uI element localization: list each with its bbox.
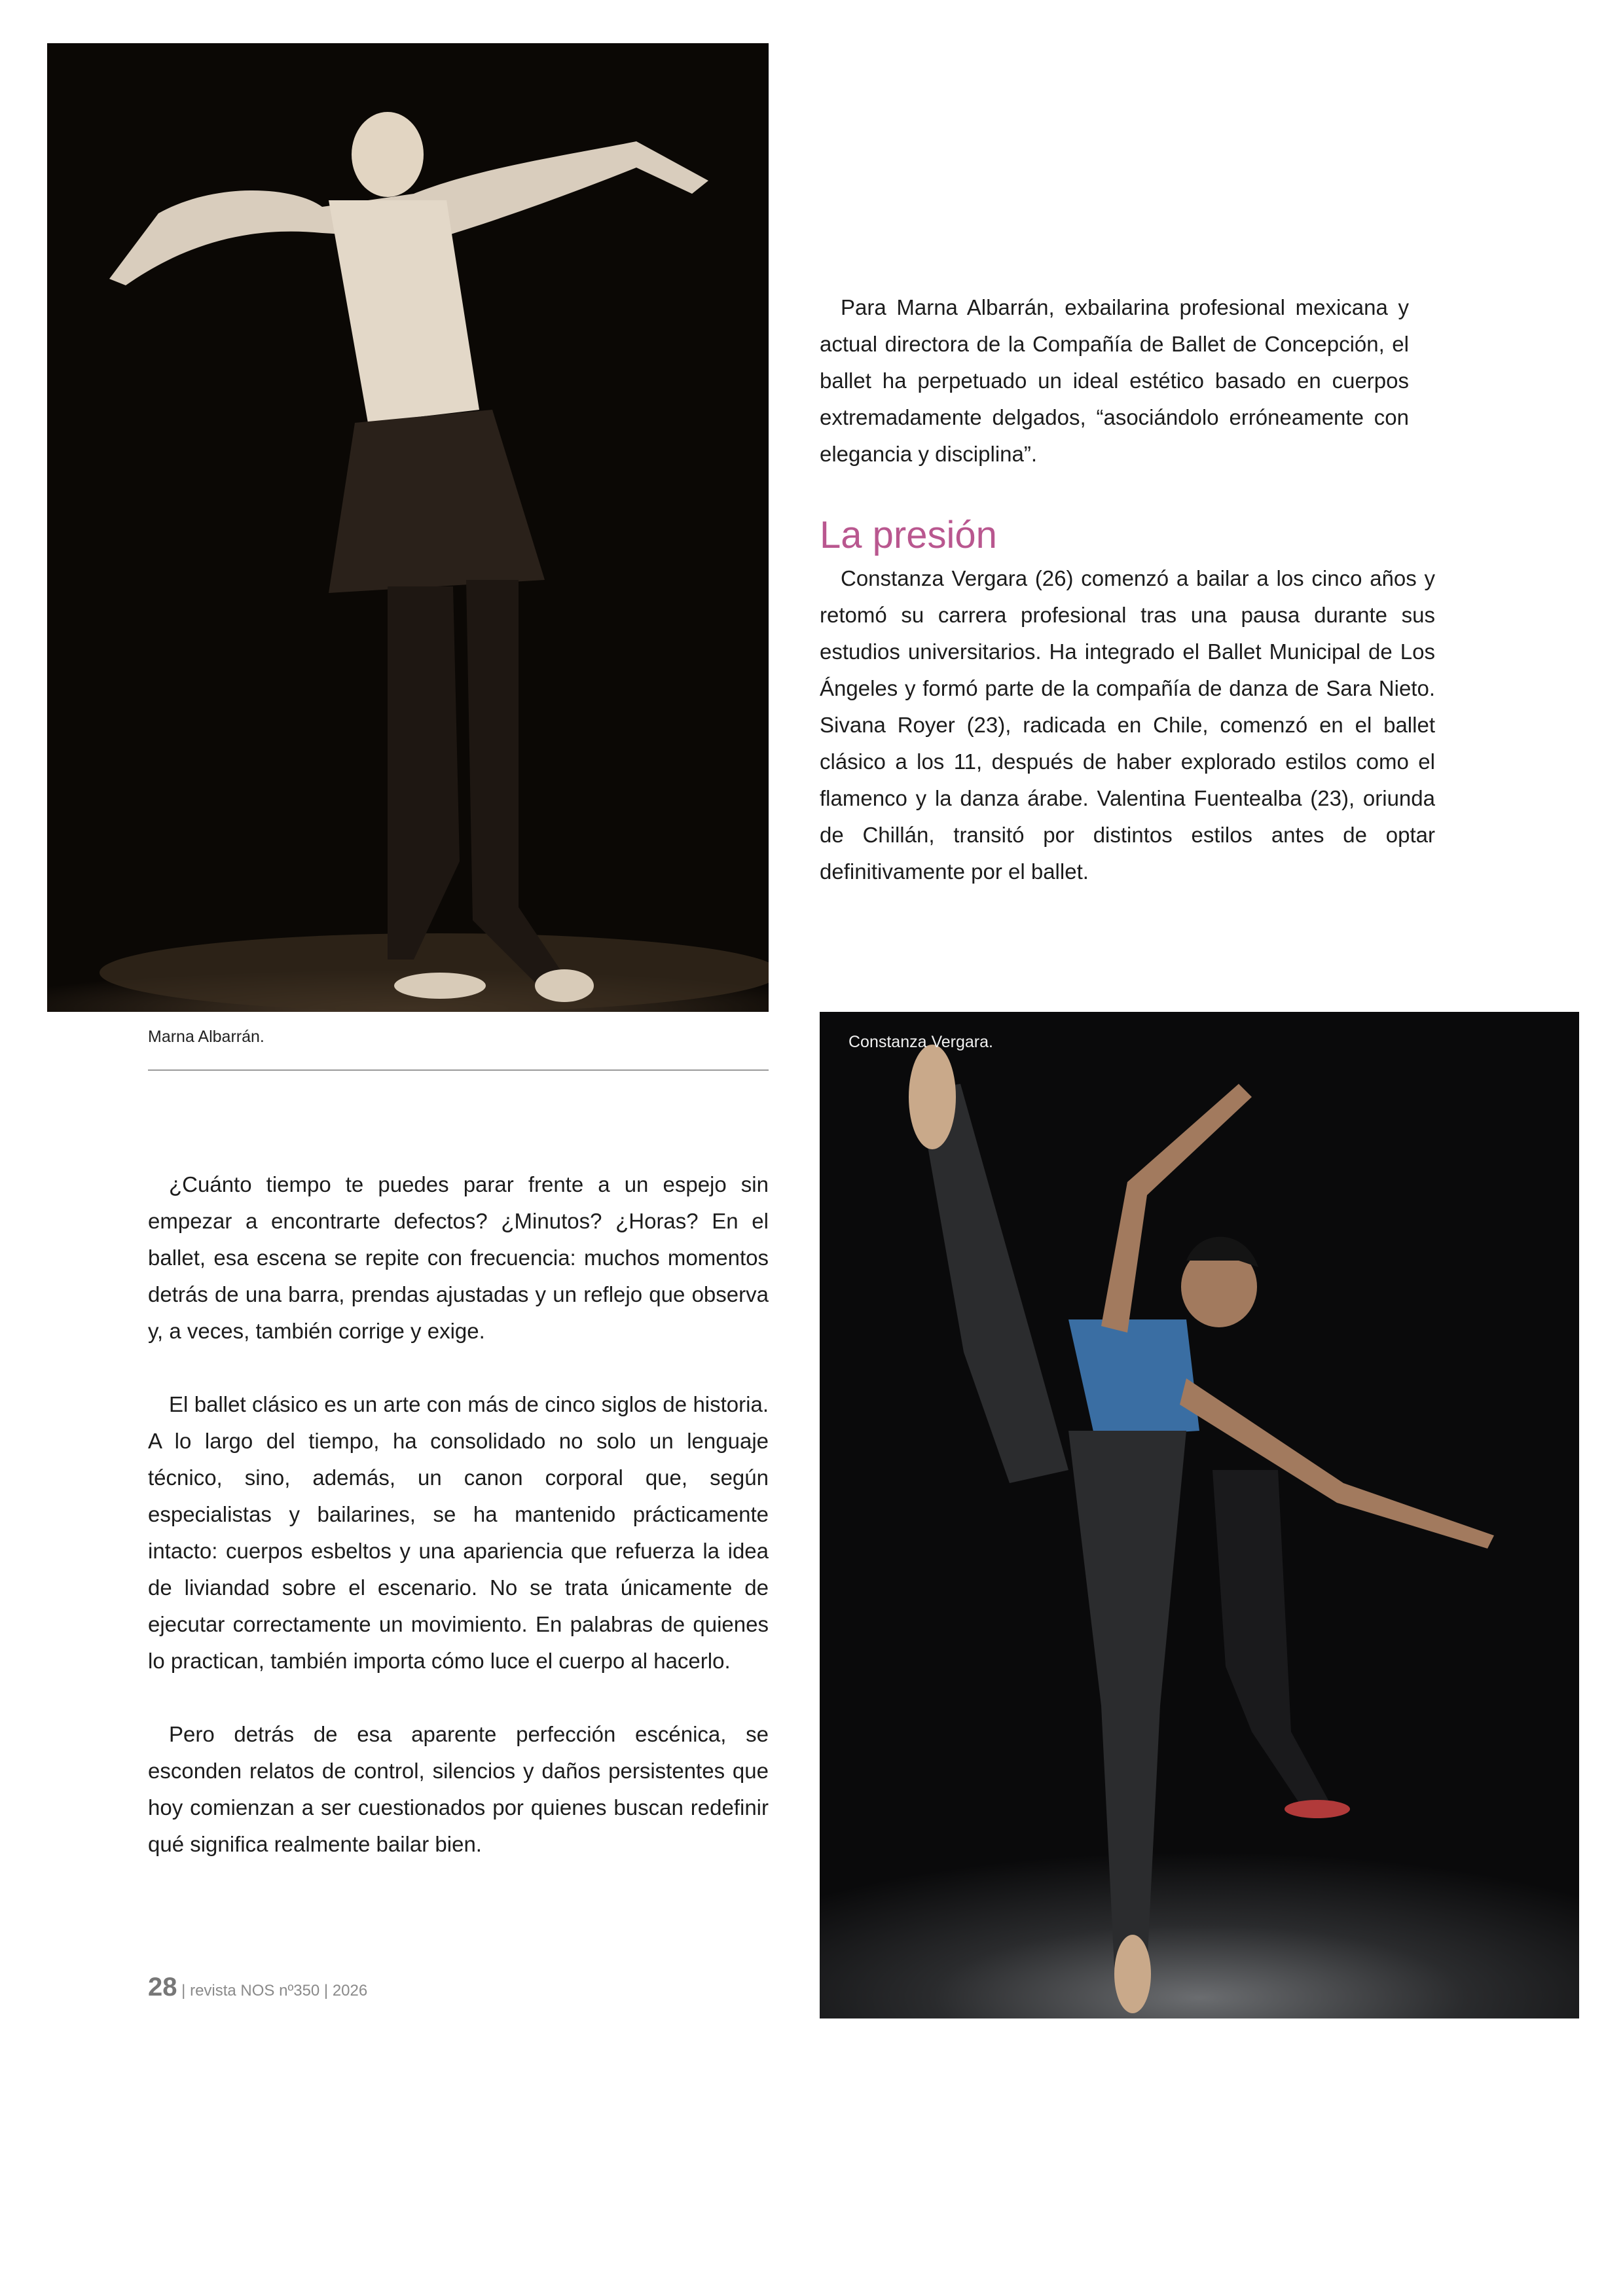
left-paragraph-1: ¿Cuánto tiempo te puedes parar frente a un espejo sin empezar a encontrarte defectos? ¿Minutos? ¿Horas? En el ballet, esa escena se repite con frecuencia: muchos momentos detrás de una barra, prendas ajustadas y un reflejo que observa y, a veces, también corrige y exige. [148,1172,769,1343]
section-heading: La presión [820,514,997,556]
photo-constanza-vergara [820,1012,1579,2018]
left-paragraph-2: El ballet clásico es un arte con más de cinco siglos de historia. A lo largo del tiempo, ha consolidado no solo un lenguaje técnico, sino, además, un canon corporal que, según especialistas y bailarines, se ha mantenido prácticamente intacto: cuerpos esbeltos y una apariencia que refuerza la idea de liviandad sobre el escenario. No se trata únicamente de ejecutar correctamente un movimiento. En palabras de quienes lo practican, también importa cómo luce el cuerpo al hacerlo. [148,1392,769,1673]
caption-constanza: Constanza Vergara. [848,1033,993,1051]
section-paragraph [820,560,1435,890]
photo-marna-albarran [47,43,769,1012]
intro-paragraph-text: Para Marna Albarrán, exbailarina profesional mexicana y actual directora de la Compañía de Ballet de Concepción, el ballet ha perpetuado un ideal estético basado en cuerpos extremadamente delgados, “asociándolo erróneamente con elegancia y disciplina”. [820,295,1409,466]
left-paragraph-3: Pero detrás de esa aparente perfección escénica, se esconden relatos de control, silencios y daños persistentes que hoy comienzan a ser cuestionados por quienes buscan redefinir qué significa realmente bailar bien. [148,1722,769,1856]
caption-divider [148,1069,769,1071]
caption-marna: Marna Albarrán. [148,1028,264,1046]
page-footer [148,1973,367,2002]
section-paragraph-text: Constanza Vergara (26) comenzó a bailar a los cinco años y retomó su carrera profesional tras una pausa durante sus estudios universitarios. Ha integrado el Ballet Municipal de Los Ángeles y formó parte de la compañía de danza de Sara Nieto. Sivana Royer (23), radicada en Chile, comenzó en el ballet clásico a los 11, después de haber explorado estilos como el flamenco y la danza árabe. Valentina Fuentealba (23), oriunda de Chillán, transitó por distintos estilos antes de optar definitivamente por el ballet. [820,566,1435,884]
intro-paragraph [820,289,1409,473]
footer-publication: | revista NOS nº350 | 2026 [181,1982,368,2000]
left-column-text [148,1166,769,1863]
page-number: 28 [148,1973,177,2001]
